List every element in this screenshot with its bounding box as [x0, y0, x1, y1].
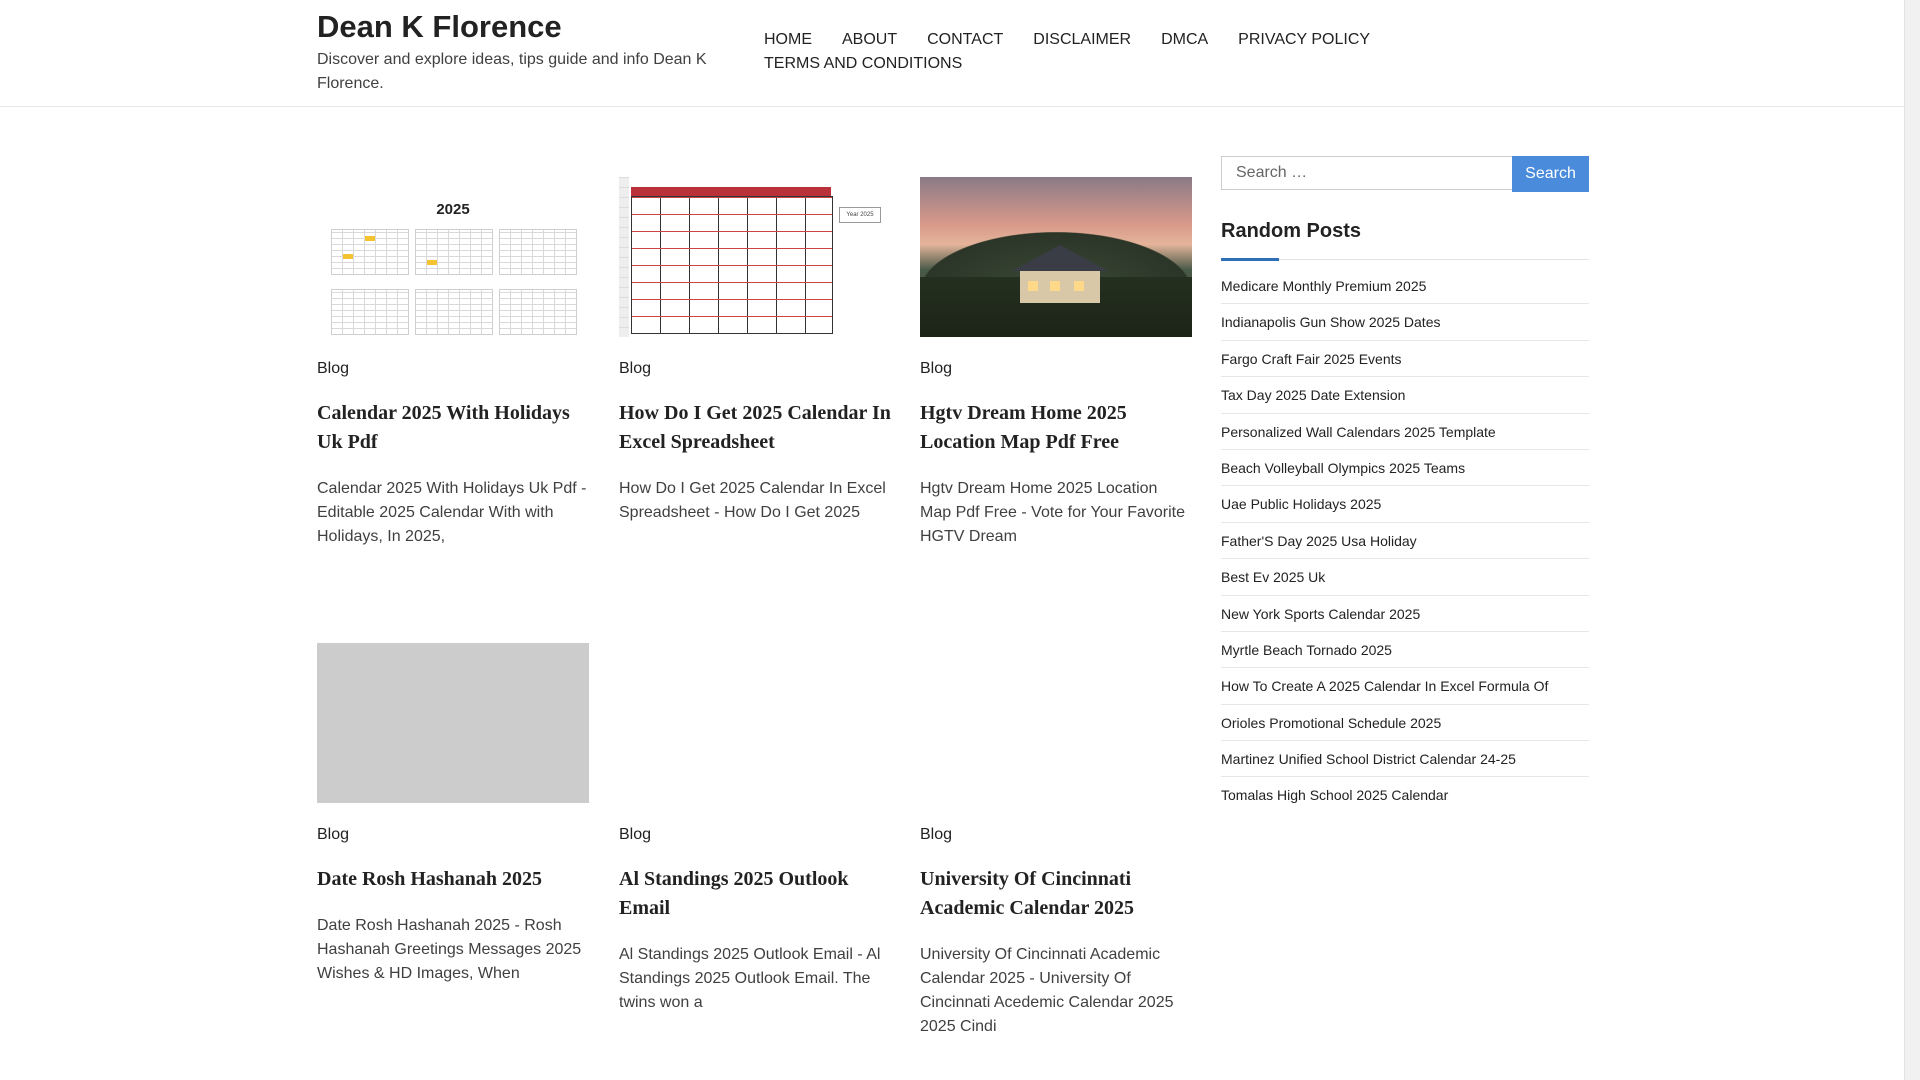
- list-item: [1221, 596, 1589, 632]
- post-thumbnail-house[interactable]: [920, 177, 1192, 337]
- random-post-link[interactable]: Personalized Wall Calendars 2025 Template: [1221, 423, 1496, 440]
- nav-terms-and-conditions[interactable]: TERMS AND CONDITIONS: [764, 55, 963, 72]
- list-item: [1221, 741, 1589, 777]
- search-input[interactable]: [1221, 156, 1513, 190]
- nav-contact[interactable]: CONTACT: [927, 31, 1004, 48]
- list-item: [1221, 523, 1589, 559]
- list-item: [1221, 632, 1589, 668]
- mini-calendar-grid: [415, 289, 493, 335]
- list-item: [1221, 377, 1589, 413]
- list-item: [1221, 341, 1589, 377]
- random-post-link[interactable]: Tomalas High School 2025 Calendar: [1221, 787, 1449, 804]
- search-form: [1221, 156, 1589, 192]
- random-post-link[interactable]: Tax Day 2025 Date Extension: [1221, 387, 1406, 404]
- random-post-link[interactable]: Fargo Craft Fair 2025 Events: [1221, 350, 1402, 367]
- nav-about[interactable]: ABOUT: [842, 31, 898, 48]
- post-category[interactable]: Blog: [619, 826, 652, 843]
- post-excerpt: How Do I Get 2025 Calendar In Excel Spreadsheet - How Do I Get 2025: [619, 480, 886, 521]
- main-nav: [764, 28, 1414, 76]
- post-thumbnail-placeholder[interactable]: [317, 643, 589, 803]
- post-title[interactable]: Calendar 2025 With Holidays Uk Pdf: [317, 402, 570, 453]
- post-excerpt: Hgtv Dream Home 2025 Location Map Pdf Free - Vote for Your Favorite HGTV Dream: [920, 480, 1186, 545]
- post-category[interactable]: Blog: [619, 360, 652, 377]
- post-category[interactable]: Blog: [317, 826, 350, 843]
- site-title[interactable]: Dean K Florence: [317, 9, 562, 44]
- nav-dmca[interactable]: DMCA: [1161, 31, 1209, 48]
- sheet-year-label: Year 2025: [839, 207, 881, 223]
- list-item: [1221, 486, 1589, 522]
- random-post-link[interactable]: Medicare Monthly Premium 2025: [1221, 278, 1427, 294]
- nav-disclaimer[interactable]: DISCLAIMER: [1033, 31, 1132, 48]
- post-title[interactable]: University Of Cincinnati Academic Calendar 2025: [920, 868, 1135, 919]
- random-post-link[interactable]: Martinez Unified School District Calendar 24-25: [1221, 751, 1516, 768]
- list-item: [1221, 450, 1589, 486]
- site-header: [0, 0, 1905, 107]
- random-post-link[interactable]: How To Create A 2025 Calendar In Excel Formula Of: [1221, 678, 1549, 695]
- list-item: [1221, 777, 1589, 813]
- random-post-link[interactable]: Uae Public Holidays 2025: [1221, 496, 1382, 513]
- page-scrollbar[interactable]: [1904, 0, 1920, 1080]
- random-post-link[interactable]: Indianapolis Gun Show 2025 Dates: [1221, 314, 1441, 331]
- random-post-link[interactable]: Orioles Promotional Schedule 2025: [1221, 714, 1442, 731]
- random-post-link[interactable]: Myrtle Beach Tornado 2025: [1221, 641, 1392, 658]
- mini-calendar-grid: [499, 229, 577, 275]
- post-card: [317, 643, 589, 986]
- thumbnail-year-label: 2025: [436, 201, 470, 218]
- post-thumbnail-empty[interactable]: [619, 643, 891, 803]
- nav-privacy-policy[interactable]: PRIVACY POLICY: [1238, 31, 1371, 48]
- random-posts-list: [1221, 268, 1589, 814]
- mini-calendar-grid: [415, 229, 493, 275]
- post-thumbnail-empty[interactable]: [920, 643, 1192, 803]
- post-category[interactable]: Blog: [317, 360, 350, 377]
- random-post-link[interactable]: Best Ev 2025 Uk: [1221, 569, 1326, 586]
- list-item: [1221, 559, 1589, 595]
- nav-home[interactable]: HOME: [764, 31, 812, 48]
- list-item: [1221, 268, 1589, 304]
- random-post-link[interactable]: Beach Volleyball Olympics 2025 Teams: [1221, 459, 1466, 476]
- post-title[interactable]: Al Standings 2025 Outlook Email: [619, 868, 849, 919]
- post-card: [920, 177, 1192, 549]
- mini-calendar-grid: [331, 289, 409, 335]
- list-item: [1221, 304, 1589, 340]
- post-excerpt: Al Standings 2025 Outlook Email - Al Standings 2025 Outlook Email. The twins won a: [619, 946, 881, 1011]
- post-card: [920, 643, 1192, 1039]
- post-card: [619, 643, 891, 1015]
- post-excerpt: Calendar 2025 With Holidays Uk Pdf - Editable 2025 Calendar With with Holidays, In 2025,: [317, 480, 587, 545]
- house-image: [1012, 245, 1108, 303]
- search-button[interactable]: Search: [1512, 156, 1589, 192]
- post-title[interactable]: How Do I Get 2025 Calendar In Excel Spreadsheet: [619, 402, 891, 453]
- post-excerpt: University Of Cincinnati Academic Calendar 2025 - University Of Cincinnati Acedemic Calendar 2025 2025 Cindi: [920, 946, 1174, 1035]
- post-thumbnail-calendar[interactable]: [317, 177, 589, 337]
- post-title[interactable]: Date Rosh Hashanah 2025: [317, 868, 543, 890]
- list-item: [1221, 414, 1589, 450]
- post-title[interactable]: Hgtv Dream Home 2025 Location Map Pdf Free: [920, 402, 1127, 453]
- mini-calendar-grid: [331, 229, 409, 275]
- list-item: [1221, 668, 1589, 704]
- post-category[interactable]: Blog: [920, 360, 953, 377]
- post-card: [619, 177, 891, 525]
- widget-accent-bar: [1221, 258, 1279, 261]
- random-post-link[interactable]: New York Sports Calendar 2025: [1221, 605, 1421, 622]
- mini-calendar-grid: [499, 289, 577, 335]
- site-description: Discover and explore ideas, tips guide and info Dean K Florence.: [317, 51, 707, 92]
- random-post-link[interactable]: Father'S Day 2025 Usa Holiday: [1221, 532, 1417, 549]
- post-thumbnail-spreadsheet[interactable]: [619, 177, 891, 337]
- post-excerpt: Date Rosh Hashanah 2025 - Rosh Hashanah Greetings Messages 2025 Wishes & HD Images, When: [317, 917, 582, 982]
- random-posts-title: Random Posts: [1221, 220, 1362, 242]
- spreadsheet-image: [619, 177, 891, 337]
- post-card: [317, 177, 589, 549]
- post-category[interactable]: Blog: [920, 826, 953, 843]
- list-item: [1221, 705, 1589, 741]
